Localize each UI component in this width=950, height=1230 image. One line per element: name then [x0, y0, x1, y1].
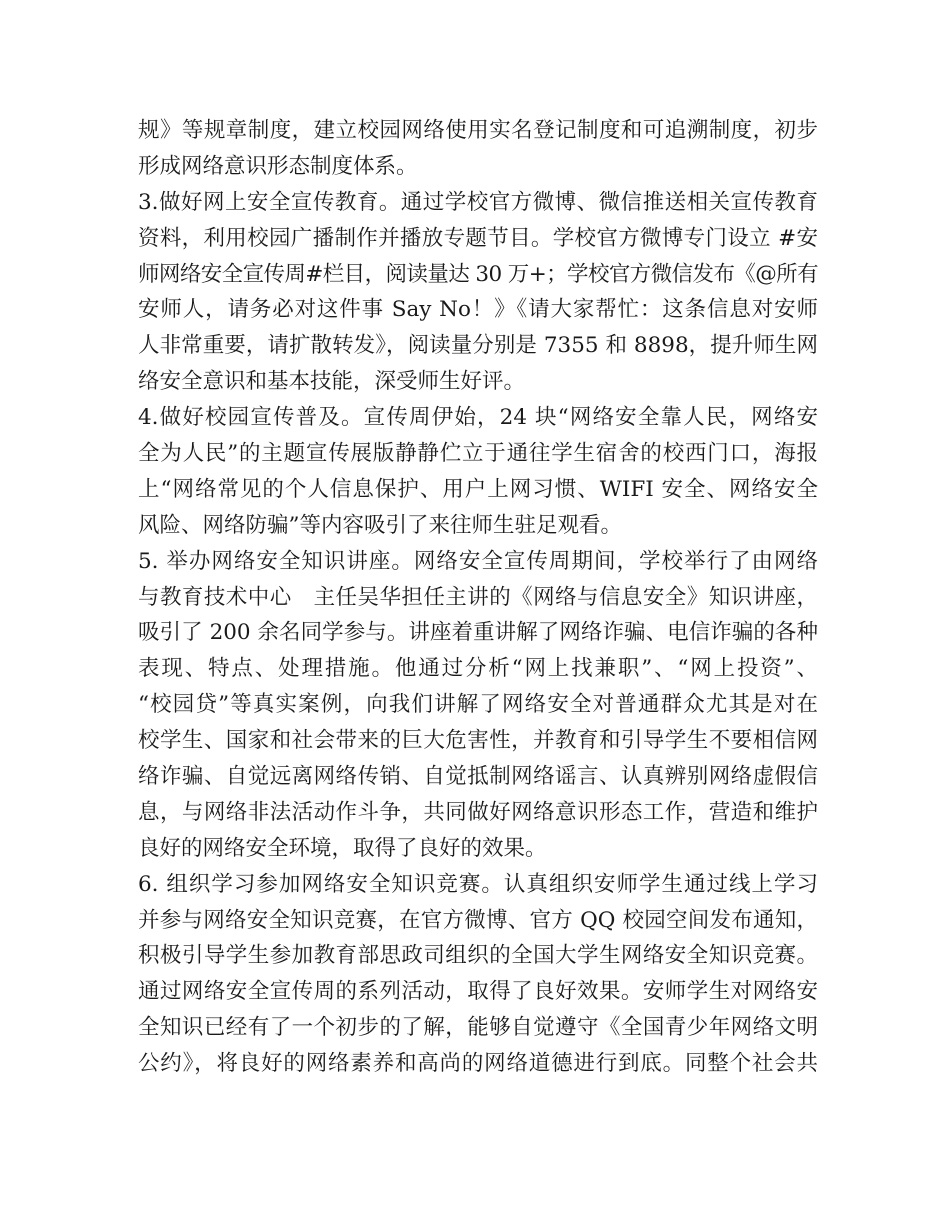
text-line: 通过网络安全宣传周的系列活动，取得了良好效果。安师学生对网络安	[138, 979, 818, 1005]
text-line: 与教育技术中心 主任吴华担任主讲的《网络与信息安全》知识讲座，	[138, 584, 818, 610]
text-line: 表现、特点、处理措施。他通过分析“网上找兼职”、“网上投资”、	[138, 656, 818, 682]
text-line: 风险、网络防骗”等内容吸引了来往师生驻足观看。	[138, 512, 622, 538]
text-line: 校学生、国家和社会带来的巨大危害性，并教育和引导学生不要相信网	[138, 728, 818, 754]
text-line: 5. 举办网络安全知识讲座。网络安全宣传周期间，学校举行了由网络	[138, 548, 818, 574]
text-line: 3.做好网上安全宣传教育。通过学校官方微博、微信推送相关宣传教育	[138, 189, 818, 215]
text-line: 上“网络常见的个人信息保护、用户上网习惯、WIFI 安全、网络安全	[138, 476, 818, 502]
text-line: 师网络安全宣传周#栏目，阅读量达 30 万+；学校官方微信发布《@所有	[138, 261, 818, 287]
text-line: 息，与网络非法活动作斗争，共同做好网络意识形态工作，营造和维护	[138, 799, 818, 825]
text-line: 全为人民”的主题宣传展版静静伫立于通往学生宿舍的校西门口，海报	[138, 441, 818, 467]
text-line: 吸引了 200 余名同学参与。讲座着重讲解了网络诈骗、电信诈骗的各种	[138, 620, 818, 646]
document-body	[138, 113, 818, 1082]
text-line: 络诈骗、自觉远离网络传销、自觉抵制网络谣言、认真辨别网络虚假信	[138, 764, 818, 790]
text-line: 公约》，将良好的网络素养和高尚的网络道德进行到底。同整个社会共	[138, 1051, 818, 1077]
text-line: 资料，利用校园广播制作并播放专题节目。学校官方微博专门设立 #安	[138, 225, 818, 251]
text-line: 规》等规章制度，建立校园网络使用实名登记制度和可追溯制度，初步	[138, 118, 818, 143]
text-line: 4.做好校园宣传普及。宣传周伊始，24 块“网络安全靠人民，网络安	[138, 405, 818, 431]
text-line: “校园贷”等真实案例，向我们讲解了网络安全对普通群众尤其是对在	[138, 692, 818, 718]
text-line: 全知识已经有了一个初步的了解，能够自觉遵守《全国青少年网络文明	[138, 1015, 818, 1041]
text-line: 人非常重要，请扩散转发》，阅读量分别是 7355 和 8898，提升师生网	[138, 333, 818, 359]
text-line: 6. 组织学习参加网络安全知识竞赛。认真组织安师学生通过线上学习	[138, 871, 818, 897]
text-line: 形成网络意识形态制度体系。	[138, 153, 418, 179]
text-line: 良好的网络安全环境，取得了良好的效果。	[138, 835, 547, 861]
text-line: 络安全意识和基本技能，深受师生好评。	[138, 369, 526, 395]
text-line: 并参与网络安全知识竞赛，在官方微博、官方 QQ 校园空间发布通知，	[138, 907, 818, 933]
text-line: 积极引导学生参加教育部思政司组织的全国大学生网络安全知识竞赛。	[138, 943, 818, 969]
text-line: 安师人，请务必对这件事 Say No！》《请大家帮忙：这条信息对安师	[138, 297, 818, 323]
